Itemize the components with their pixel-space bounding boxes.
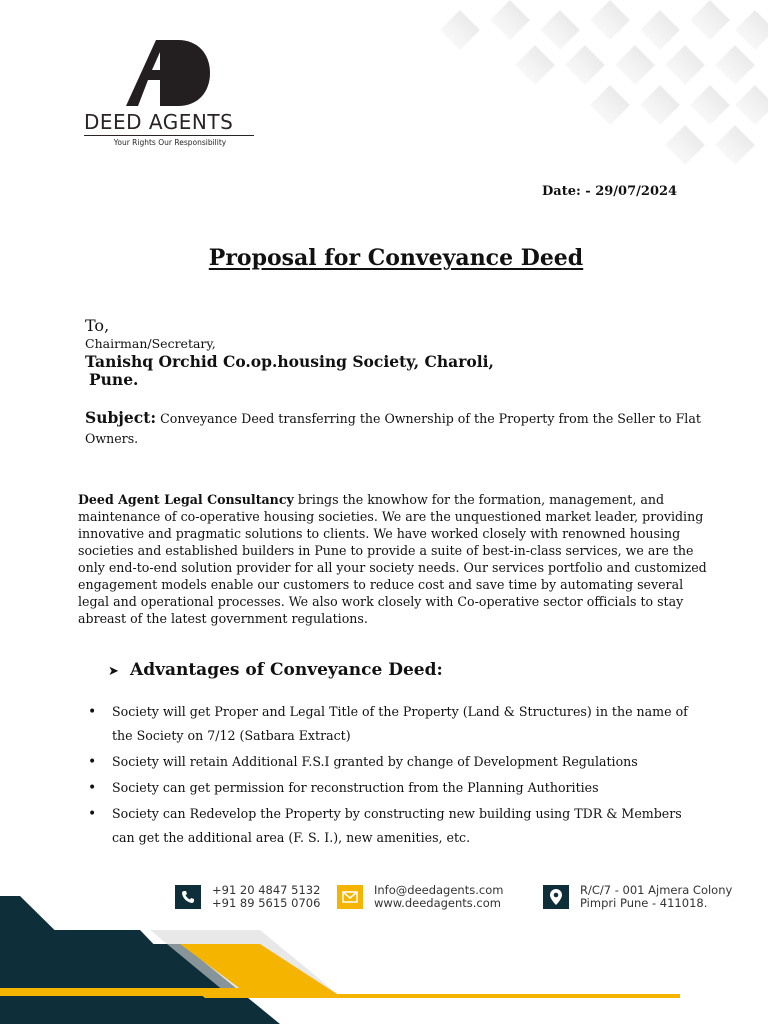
subject-text: Conveyance Deed transferring the Ownership of the Property from the Seller to Flat Owners. [85,411,701,446]
subject-line [85,408,725,449]
list-item [88,802,708,850]
list-item [88,776,708,800]
website-link[interactable]: www.deedagents.com [374,896,501,910]
list-item-text: Society will get Proper and Legal Title of the Property (Land & Structures) in the name of the Society on 7/12 (Satbara Extract) [112,704,688,743]
subject-label: Subject: [85,408,157,427]
email-link[interactable]: Info@deedagents.com [374,883,504,897]
advantages-heading-text: Advantages of Conveyance Deed: [130,660,443,680]
recipient-role: Chairman/Secretary, [85,336,216,351]
decorative-diamond-pattern [400,0,768,180]
advantages-heading [108,660,443,680]
list-item-text: Society can Redevelop the Property by constructing new building using TDR & Members can get the additional area (F. S. I.), new amenities, etc. [112,806,682,845]
advantages-list [88,700,708,852]
brand-tagline: Your Rights Our Responsibility [113,138,227,147]
list-item [88,700,708,748]
deed-agents-logo-icon [120,40,212,106]
brand-name: DEED AGENTS [84,110,234,134]
phone-number-1[interactable]: +91 20 4847 5132 [212,883,321,897]
page-title: Proposal for Conveyance Deed [208,245,584,271]
intro-body: brings the knowhow for the formation, management, and maintenance of co-operative housing societies. We are the unquestioned market leader, providing innovative and pragmatic solutions to clients. We have worked closely with renowned housing societies and established builders in Pune to provide a suite of best-in-class services, we are the only end-to-end solution provider for all your society needs. Our services portfolio and customized engagement models enable our customers to reduce cost and save time by automating several legal and operational processes. We also work closely with Co-operative sector officials to stay abreast of the latest government regulations. [78,492,707,626]
bullet-icon: • [88,780,97,796]
phone-icon [175,885,201,909]
salutation-to: To, [85,316,110,335]
intro-paragraph [78,491,718,627]
bullet-icon: • [88,806,97,822]
address-line-2: Pimpri Pune - 411018. [580,896,708,910]
recipient-city: Pune. [89,370,139,389]
address-line-1: R/C/7 - 001 Ajmera Colony [580,883,733,897]
recipient-society: Tanishq Orchid Co.op.housing Society, Charoli, [85,352,494,371]
list-item [88,750,708,774]
mail-icon [337,885,363,909]
list-item-text: Society can get permission for reconstruction from the Planning Authorities [112,780,599,795]
brand-divider [84,135,254,136]
location-pin-icon [543,885,569,909]
intro-company-name: Deed Agent Legal Consultancy [78,492,294,507]
bullet-icon: • [88,754,97,770]
letter-date: Date: - 29/07/2024 [542,184,678,199]
phone-number-2[interactable]: +91 89 5615 0706 [212,896,321,910]
bullet-icon: • [88,704,97,720]
arrow-bullet-icon: ➤ [108,664,119,679]
list-item-text: Society will retain Additional F.S.I granted by change of Development Regulations [112,754,638,769]
